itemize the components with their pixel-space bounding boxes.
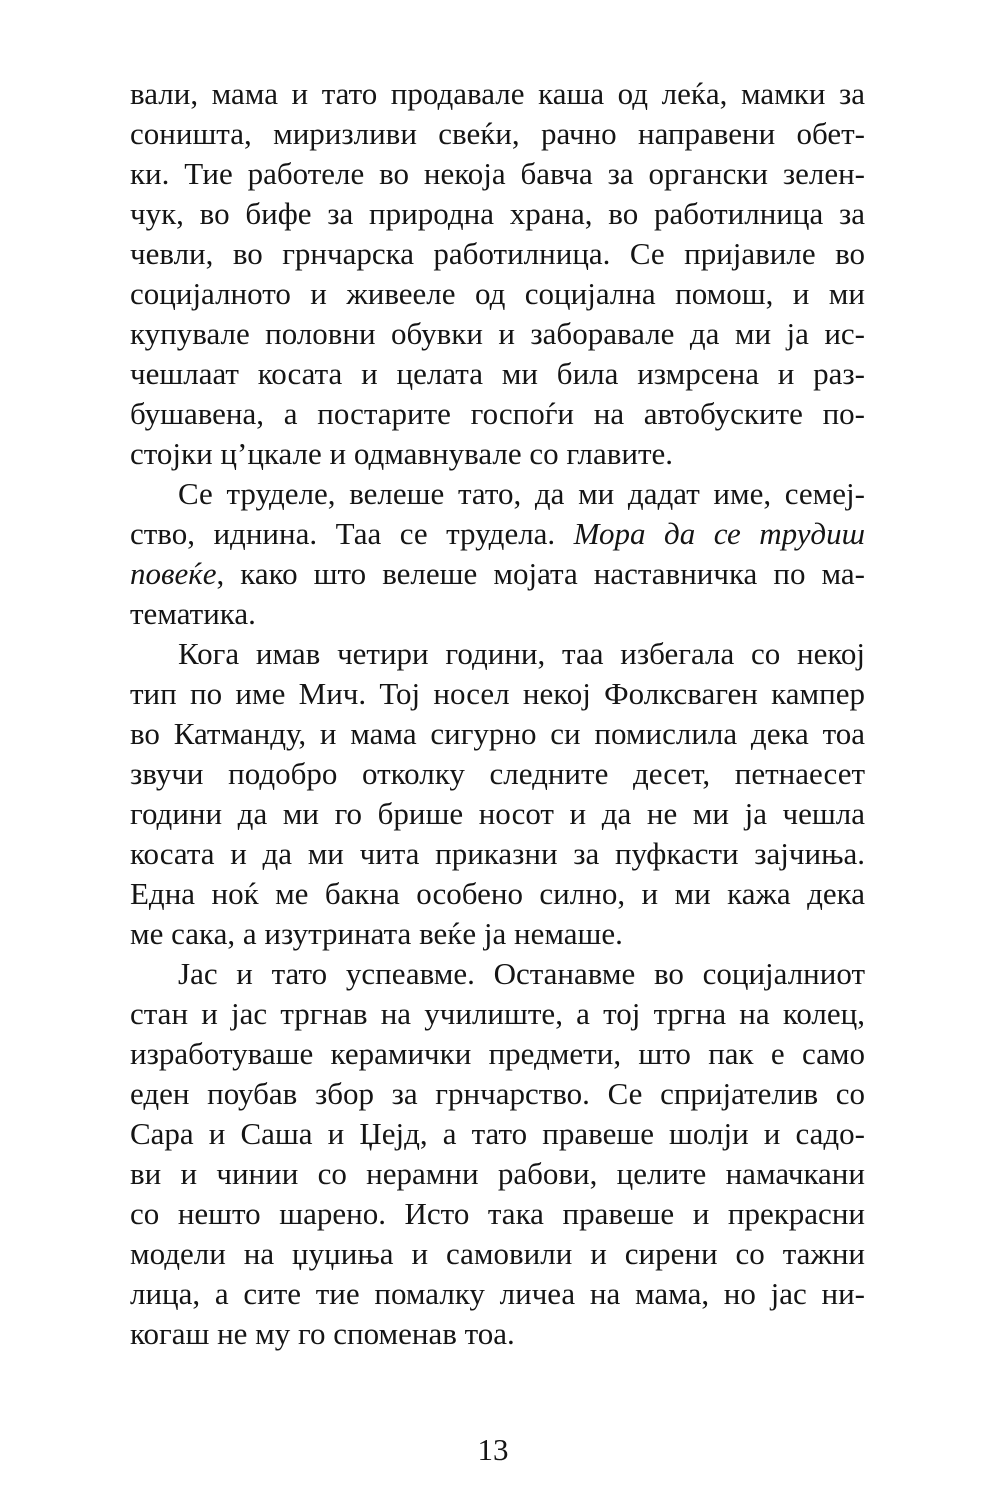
text-line [130,354,865,394]
text-line [130,674,865,714]
text-line [130,594,865,634]
text-line [130,634,865,674]
page-number: 13 [477,1432,509,1467]
text-segment: стојки ц’цкале и одмавнувале со главите. [130,436,674,471]
text-segment: во Катманду, и мама сигурно си помислила дека тоа [130,716,865,751]
text-block [130,74,865,1354]
text-segment: со нешто шарено. Исто така правеше и прекрасни [130,1196,865,1231]
text-segment: тип по име Мич. Тој носел некој Фолксваген кампер [130,676,865,711]
italic-text-segment: Мора да се трудиш [573,516,865,551]
text-line [130,234,865,274]
text-segment: звучи подобро отколку следните десет, петнаесет [130,756,865,791]
text-line [130,994,865,1034]
text-line [130,554,865,594]
text-segment: еден поубав збор за грнчарство. Се спријателив со [130,1076,865,1111]
text-line [130,1154,865,1194]
text-line [130,954,865,994]
text-line [130,1034,865,1074]
text-line [130,834,865,874]
text-line [130,1114,865,1154]
text-line [130,1274,865,1314]
text-line [130,914,865,954]
text-line [130,434,865,474]
paragraph [130,74,865,474]
text-segment: Кога имав четири години, таа избегала со некој [178,636,865,671]
text-segment: модели на џуџиња и самовили и сирени со тажни [130,1236,865,1271]
text-line [130,1234,865,1274]
text-segment: Јас и тато успеавме. Останавме во социјалниот [178,956,865,991]
text-line [130,514,865,554]
text-line [130,794,865,834]
paragraph [130,954,865,1354]
text-line [130,274,865,314]
text-line [130,1314,865,1354]
text-segment: вали, мама и тато продавале каша од леќа, мамки за [130,76,865,111]
paragraph [130,474,865,634]
text-segment: чук, во бифе за природна храна, во работилница за [130,196,865,231]
paragraph [130,634,865,954]
text-segment: купувале половни обувки и заборавале да ми ја ис- [130,316,865,351]
text-line [130,874,865,914]
text-segment: , како што велеше мојата наставничка по ма- [216,556,865,591]
text-line [130,74,865,114]
text-segment: социјалното и живееле од социјална помош, и ми [130,276,865,311]
text-segment: лица, а сите тие помалку личеа на мама, но јас ни- [130,1276,865,1311]
text-line [130,194,865,234]
text-line [130,394,865,434]
text-segment: чевли, во грнчарска работилница. Се пријавиле во [130,236,865,271]
text-segment: чешлаат косата и целата ми била измрсена и раз- [130,356,865,391]
text-segment: когаш не му го споменав тоа. [130,1316,515,1351]
text-segment: ство, иднина. Таа се трудела. [130,516,574,551]
text-segment: ви и чинии со нерамни рабови, целите намачкани [130,1156,865,1191]
text-segment: стан и јас тргнав на училиште, а тој тргна на колец, [130,996,865,1031]
text-line [130,754,865,794]
text-segment: ме сака, а изутрината веќе ја немаше. [130,916,623,951]
italic-text-segment: повеќе [130,556,217,591]
text-line [130,114,865,154]
text-line [130,314,865,354]
text-line [130,474,865,514]
text-segment: Сара и Саша и Џејд, а тато правеше шолји и садо- [130,1116,865,1151]
text-segment: косата и да ми чита приказни за пуфкасти зајчиња. [130,836,865,871]
text-line [130,1074,865,1114]
text-segment: Една ноќ ме бакна особено силно, и ми кажа дека [130,876,865,911]
text-line [130,714,865,754]
text-segment: тематика. [130,596,256,631]
text-line [130,1194,865,1234]
text-segment: Се труделе, велеше тато, да ми дадат име, семеј- [178,476,865,511]
text-segment: ки. Тие работеле во некоја бавча за органски зелен- [130,156,865,191]
text-segment: соништа, миризливи свеќи, рачно направени обет- [130,116,865,151]
text-segment: бушавена, а постарите госпоѓи на автобуските по- [130,396,865,431]
text-segment: години да ми го брише носот и да не ми ја чешла [130,796,865,831]
text-segment: изработуваше керамички предмети, што пак е само [130,1036,865,1071]
text-line [130,154,865,194]
